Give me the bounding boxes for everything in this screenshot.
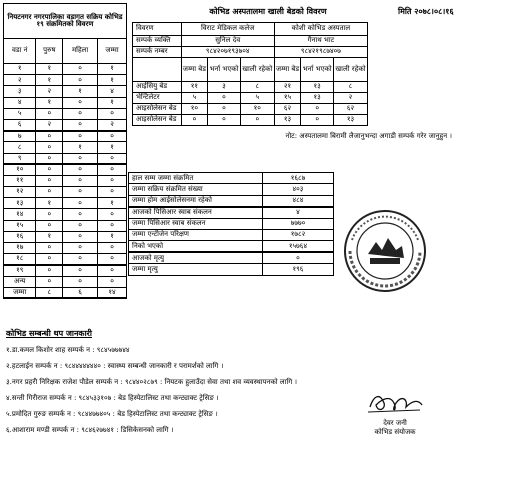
ward-header-1: पुरुष (36, 39, 63, 64)
contact-b: गैनाथ भाट (274, 36, 367, 47)
ward-cell: अन्य (4, 276, 36, 287)
bed-subhead: खाली रहेको (240, 58, 274, 82)
ward-row (4, 287, 127, 298)
summary-table (128, 172, 334, 276)
summary-label: जम्मा मृत्यु (129, 264, 263, 275)
ward-cell: ० (63, 153, 98, 164)
ward-cell: १ (36, 231, 63, 242)
summary-label: हाल सम्म जम्मा संक्रमित (129, 173, 263, 184)
ward-cell: ० (63, 265, 98, 276)
ward-cell: ० (63, 220, 98, 231)
ward-cell: ० (63, 243, 98, 254)
summary-value: १६८७ (263, 173, 334, 184)
summary-value: १७८२ (263, 229, 334, 240)
ward-row (4, 209, 127, 220)
ward-cell: ० (36, 131, 63, 142)
bed-subhead: खाली रहेको (333, 58, 367, 82)
ward-cell: १० (4, 164, 36, 175)
ward-cell: ० (36, 187, 63, 198)
ward-cell: १२ (4, 187, 36, 198)
summary-row (129, 184, 334, 195)
bed-value: ८ (240, 82, 274, 93)
ward-cell: २ (36, 119, 63, 130)
bed-value: १३ (301, 82, 334, 93)
bed-row-label: आईसियु बेड (133, 82, 182, 93)
ward-cell: ० (63, 254, 98, 265)
ward-cell: ० (63, 164, 98, 175)
bed-subhead: भर्ना भएको (301, 58, 334, 82)
bed-row-label: भेन्टिलेटर (133, 93, 182, 104)
bed-subhead: भर्ना भएको (208, 58, 241, 82)
bed-col-b: कोशी कोभिड अस्पताल (274, 23, 367, 36)
ward-cell: ० (98, 187, 127, 198)
summary-value: ४०३ (263, 184, 334, 195)
summary-label: जम्मा होम आईसोलेसनमा रहेको (129, 195, 263, 206)
ward-cell: ५ (4, 108, 36, 119)
note-item: १.डा.कमल किशोर शाह सम्पर्क न : ९८४५७७७४४ (6, 346, 130, 354)
ward-cell: १ (98, 231, 127, 242)
bed-value: ११ (181, 82, 208, 93)
bed-value: ० (208, 115, 241, 126)
ward-cell: १६ (4, 231, 36, 242)
ward-cell: ० (36, 243, 63, 254)
ward-cell: १ (36, 75, 63, 86)
ward-cell: ० (36, 175, 63, 186)
bed-value: १३ (301, 93, 334, 104)
ward-row (4, 97, 127, 108)
bed-value: ० (240, 115, 274, 126)
ward-cell: १ (98, 75, 127, 86)
ward-cell: ० (98, 276, 127, 287)
summary-label: निको भएको (129, 241, 263, 252)
ward-table-header (4, 39, 127, 64)
ward-row (4, 220, 127, 231)
summary-value: ७७७० (263, 218, 334, 229)
ward-cell: १९ (4, 265, 36, 276)
bed-value: ० (181, 115, 208, 126)
ward-cell: ० (36, 108, 63, 119)
ward-cell: ० (36, 254, 63, 265)
bed-subhead: जम्मा बेड (181, 58, 208, 82)
ward-cell: ९ (4, 153, 36, 164)
ward-cell: ० (98, 220, 127, 231)
bed-table-title: कोभिड अस्पतालमा खाली बेडको विवरण (209, 7, 327, 16)
summary-row (129, 264, 334, 275)
ward-cell: ० (98, 243, 127, 254)
bed-value: ५ (181, 93, 208, 104)
contact-a: सुनिल देव (181, 36, 274, 47)
bed-value: ० (208, 104, 241, 115)
note-item: ५.प्रमोदित गुरुङ सम्पर्क न : ९८४४७७४०५ : बेड हिस्पेटालिस्ट तथा कन्ट्याक्ट ट्रेसिङ । (6, 410, 218, 418)
ward-row (4, 164, 127, 175)
bed-row-label: आइसोलेसन बेड (133, 115, 182, 126)
ward-cell: ० (63, 119, 98, 130)
bed-table-body (133, 82, 368, 126)
bed-value: १५ (274, 93, 301, 104)
contact-label: सम्पर्क व्यक्ति (133, 36, 182, 47)
ward-cell: ८ (4, 142, 36, 153)
bed-subhead-blank (133, 58, 182, 82)
ward-cell: १ (63, 86, 98, 97)
ward-cell: १ (98, 64, 127, 75)
number-label: सम्पर्क नम्बर (133, 47, 182, 58)
ward-row (4, 175, 127, 186)
ward-row (4, 153, 127, 164)
ward-cell: ६ (63, 287, 98, 298)
ward-cell: ४ (4, 97, 36, 108)
bed-value: १० (181, 104, 208, 115)
ward-cell: ० (98, 108, 127, 119)
bed-table-panel (132, 22, 452, 141)
ward-cell: ० (98, 254, 127, 265)
bed-row (133, 104, 368, 115)
ward-cell: ११ (4, 175, 36, 186)
note-item: ४.सन्ती गिरीराज सम्पर्क न : ९८४५३३१०७ : बेड हिस्पेटालिस्ट तथा कन्ट्याक्ट ट्रेसिङ । (6, 394, 219, 402)
ward-cell: २ (98, 119, 127, 130)
number-b: ९८४२१९८७४०७ (274, 47, 367, 58)
ward-cell: ० (98, 265, 127, 276)
ward-table-panel (3, 3, 127, 299)
ward-cell: ० (36, 276, 63, 287)
summary-label: जम्मा पिसिआर स्वाब संकलन (129, 218, 263, 229)
summary-value: १९६ (263, 264, 334, 275)
ward-cell: ० (63, 187, 98, 198)
ward-cell: ० (36, 220, 63, 231)
bed-value: ८ (333, 82, 367, 93)
summary-row (129, 241, 334, 252)
summary-row (129, 229, 334, 240)
ward-header-0: वडा नं (4, 39, 36, 64)
ward-cell: ६ (4, 119, 36, 130)
ward-cell: ० (63, 75, 98, 86)
note-item: ३.नगर प्रहरी निरिक्षक राजेश पौडेल सम्पर्क न : ९८४४०२८७९ : नियटक हुलाउँदा सेवा तथा शव व्यवस्थापनको लागि । (6, 378, 298, 386)
number-a: ९८४२०७१९३७०४ (181, 47, 274, 58)
bed-value: ५ (240, 93, 274, 104)
summary-row (129, 173, 334, 184)
ward-cell: ० (36, 265, 63, 276)
summary-row (129, 207, 334, 218)
ward-row (4, 231, 127, 242)
ward-row (4, 198, 127, 209)
bed-table (132, 22, 368, 126)
ward-cell: ० (98, 175, 127, 186)
ward-cell: १ (4, 64, 36, 75)
ward-cell: ० (98, 164, 127, 175)
bed-value: ० (208, 93, 241, 104)
ward-cell: ० (63, 97, 98, 108)
ward-row (4, 187, 127, 198)
ward-cell: ० (63, 231, 98, 242)
bed-row (133, 93, 368, 104)
ward-cell: ८ (36, 287, 63, 298)
ward-header-3: जम्मा (98, 39, 127, 64)
ward-row (4, 142, 127, 153)
ward-row (4, 276, 127, 287)
summary-value: ४ (263, 207, 334, 218)
ward-cell: ० (98, 153, 127, 164)
ward-cell: १ (36, 97, 63, 108)
summary-value: १५७६४ (263, 241, 334, 252)
ward-cell: २ (36, 86, 63, 97)
bed-value: ६२ (274, 104, 301, 115)
bed-value: ३ (208, 82, 241, 93)
ward-table (3, 3, 127, 299)
ward-cell: ० (98, 131, 127, 142)
summary-value: ४८४ (263, 195, 334, 206)
ward-cell: ० (63, 131, 98, 142)
signature-block (360, 385, 430, 437)
ward-cell: ० (36, 153, 63, 164)
bed-note: नोट: अस्पतालमा बिरामी लैजानुभन्दा अगाडी सम्पर्क गरेर जानुहुन । (285, 132, 452, 140)
note-item: ६.आशाराम मण्डी सम्पर्क न : ९८४६२७७४१ : डिसिकेसनको लागि । (6, 426, 174, 434)
ward-cell: ० (98, 209, 127, 220)
ward-cell: ४ (98, 86, 127, 97)
ward-cell: १५ (4, 220, 36, 231)
signatory-name: देवर जनी (383, 419, 407, 427)
ward-cell: १ (63, 142, 98, 153)
ward-row (4, 86, 127, 97)
bed-value: २ (333, 93, 367, 104)
bed-value: १० (240, 104, 274, 115)
ward-cell: ० (63, 198, 98, 209)
summary-panel (128, 172, 334, 276)
ward-cell: जम्मा (4, 287, 36, 298)
ward-cell: १ (98, 142, 127, 153)
summary-row (129, 218, 334, 229)
ward-row (4, 64, 127, 75)
bed-subhead: जम्मा बेड (274, 58, 301, 82)
bed-value: २१ (274, 82, 301, 93)
bed-row (133, 115, 368, 126)
ward-cell: ० (63, 108, 98, 119)
date-text: मिति २०७८।०८।१६ (398, 7, 454, 16)
ward-cell: १ (36, 198, 63, 209)
ward-row (4, 265, 127, 276)
summary-label: आजको मृत्यु (129, 252, 263, 263)
ward-row (4, 131, 127, 142)
ward-cell: ७ (4, 131, 36, 142)
ward-row (4, 108, 127, 119)
ward-cell: २ (4, 75, 36, 86)
summary-label: जम्मा एन्टीजेन परिक्षण (129, 229, 263, 240)
bed-value: ० (301, 115, 334, 126)
bed-details-label: विवरण (133, 23, 182, 36)
ward-cell: १४ (4, 209, 36, 220)
ward-cell: ० (36, 209, 63, 220)
ward-row (4, 119, 127, 130)
ward-cell: १८ (4, 254, 36, 265)
ward-cell: १ (98, 97, 127, 108)
ward-header-2: महिला (63, 39, 98, 64)
notes-title: कोभिड सम्बन्धी थप जानकारी (6, 329, 92, 338)
bed-row-label: आइसोलेसन बेड (133, 104, 182, 115)
ward-cell: १७ (4, 243, 36, 254)
ward-cell: ० (63, 209, 98, 220)
bed-value: ० (301, 104, 334, 115)
ward-table-body (4, 64, 127, 299)
ward-cell: १३ (4, 198, 36, 209)
ward-cell: १ (36, 64, 63, 75)
signature-mark (360, 385, 430, 417)
ward-cell: १ (98, 198, 127, 209)
note-item: २.हटलाईन सम्पर्क न : ९८४४४४४४४० : स्वास्थ्य सम्बन्धी जानकारी र परामर्शको लागि । (6, 362, 224, 370)
ward-cell: ० (63, 175, 98, 186)
summary-body (129, 173, 334, 276)
signatory-role: कोभिड संयोजक (374, 428, 416, 436)
summary-value: ० (263, 252, 334, 263)
municipality-seal (340, 206, 430, 298)
ward-table-title: नियटनगर नगरपालिका वडागत सक्रिय कोभिड १९ संक्रमितको विवरण (4, 4, 127, 39)
summary-label: जम्मा सक्रिय संक्रमित संख्या (129, 184, 263, 195)
bed-subheader (133, 58, 368, 82)
ward-cell: १४ (98, 287, 127, 298)
bed-value: १३ (274, 115, 301, 126)
bed-row (133, 82, 368, 93)
summary-row (129, 195, 334, 206)
summary-label: आजको पिसिआर स्वाब संकलन (129, 207, 263, 218)
ward-cell: ३ (4, 86, 36, 97)
ward-row (4, 75, 127, 86)
bed-value: ६२ (333, 104, 367, 115)
bed-col-a: विराट मेडिकल कलेज (181, 23, 274, 36)
ward-row (4, 254, 127, 265)
ward-cell: ० (63, 64, 98, 75)
ward-cell: ० (36, 164, 63, 175)
ward-cell: ० (36, 142, 63, 153)
ward-cell: ० (63, 276, 98, 287)
ward-row (4, 243, 127, 254)
summary-row (129, 252, 334, 263)
bed-value: १३ (333, 115, 367, 126)
